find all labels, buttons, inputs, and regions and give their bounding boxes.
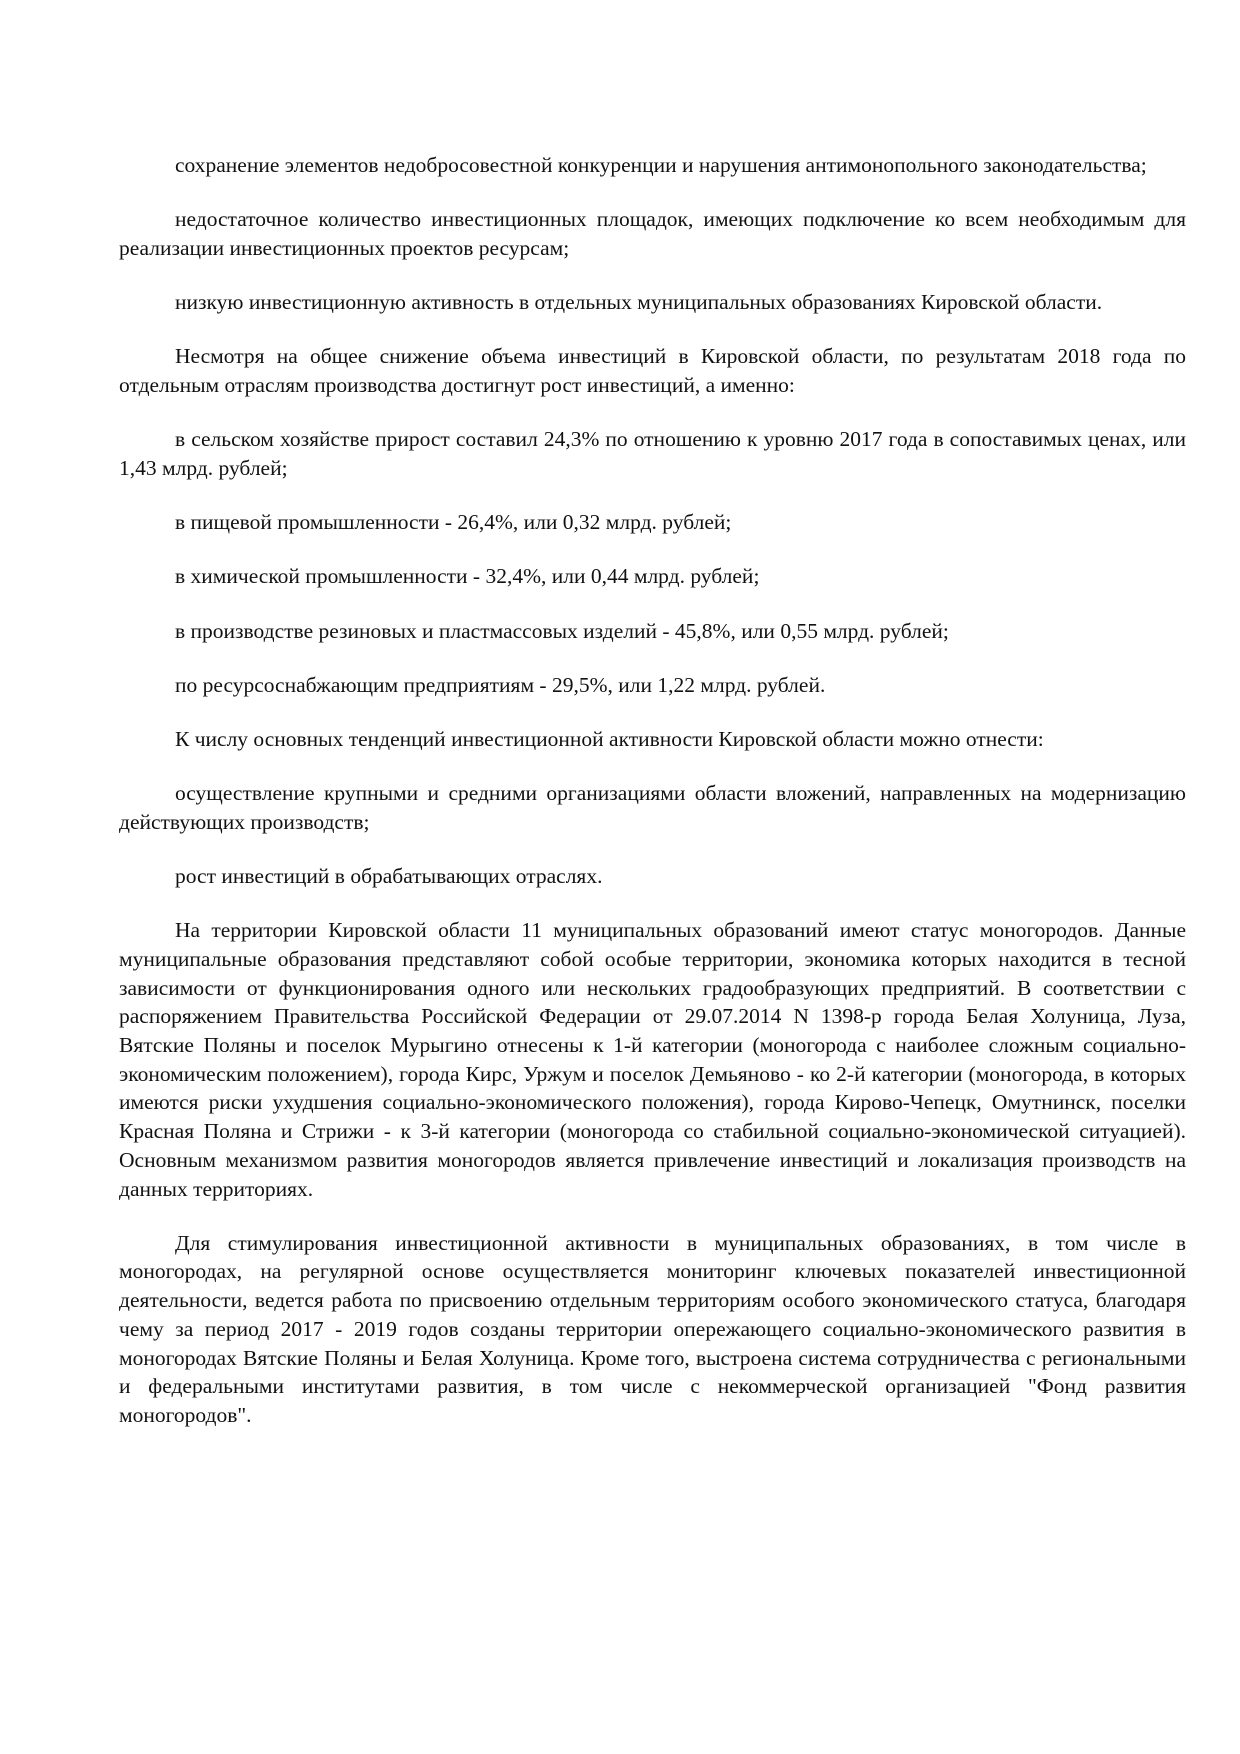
paragraph: К числу основных тенденций инвестиционной активности Кировской области можно отнести: xyxy=(175,726,1044,751)
paragraph: в химической промышленности - 32,4%, или 0,44 млрд. рублей; xyxy=(175,564,760,589)
paragraph: осуществление крупными и средними организациями области вложений, направленных на модернизацию действующих производств; xyxy=(119,781,1186,834)
paragraph: по ресурсоснабжающим предприятиям - 29,5%, или 1,22 млрд. рублей. xyxy=(175,672,826,697)
paragraph: низкую инвестиционную активность в отдельных муниципальных образованиях Кировской области. xyxy=(175,290,1103,315)
paragraph: сохранение элементов недобросовестной конкуренции и нарушения антимонопольного законодательства; xyxy=(175,153,1147,177)
paragraph: в пищевой промышленности - 26,4%, или 0,32 млрд. рублей; xyxy=(175,510,732,535)
paragraph: Для стимулирования инвестиционной активности в муниципальных образованиях, в том числе в моногородах, на регулярной основе осуществляется мониторинг ключевых показателей инвестиционной деятельности, ведется работа по присвоению отдельным территориям особого экономического статуса, благодаря чему за период 2017 - 2019 годов созданы территории опережающего социально-экономического развития в моногородах Вятские Поляны и Белая Холуница. Кроме того, выстроена система сотрудничества с региональными и федеральными институтами развития, в том числе с некоммерческой организацией "Фонд развития моногородов". xyxy=(119,1230,1186,1427)
paragraph: недостаточное количество инвестиционных площадок, имеющих подключение ко всем необходимым для реализации инвестиционных проектов ресурсам; xyxy=(119,207,1186,260)
paragraph: Несмотря на общее снижение объема инвестиций в Кировской области, по результатам 2018 года по отдельным отраслям производства достигнут рост инвестиций, а именно: xyxy=(119,344,1186,398)
document-page xyxy=(119,151,1186,1455)
paragraph: в производстве резиновых и пластмассовых изделий - 45,8%, или 0,55 млрд. рублей; xyxy=(175,618,949,643)
paragraph: На территории Кировской области 11 муниципальных образований имеют статус моногородов. Данные муниципальные образования представляют собой особые территории, экономика которых находится в тесной зависимости от функционирования одного или нескольких градообразующих предприятий. В соответствии с распоряжением Правительства Российской Федерации от 29.07.2014 N 1398-р города Белая Холуница, Луза, Вятские Поляны и поселок Мурыгино отнесены к 1-й категории (моногорода с наиболее сложным социально-экономическим положением), города Кирс, Уржум и поселок Демьяново - ко 2-й категории (моногорода, в которых имеются риски ухудшения социально-экономического положения), города Кирово-Чепецк, Омутнинск, поселки Красная Поляна и Стрижи - к 3-й категории (моногорода со стабильной социально-экономической ситуацией). Основным механизмом развития моногородов является привлечение инвестиций и локализация производств на данных территориях. xyxy=(119,918,1186,1201)
paragraph: рост инвестиций в обрабатывающих отраслях. xyxy=(175,864,603,889)
paragraph: в сельском хозяйстве прирост составил 24,3% по отношению к уровню 2017 года в сопоставимых ценах, или 1,43 млрд. рублей; xyxy=(119,427,1186,480)
